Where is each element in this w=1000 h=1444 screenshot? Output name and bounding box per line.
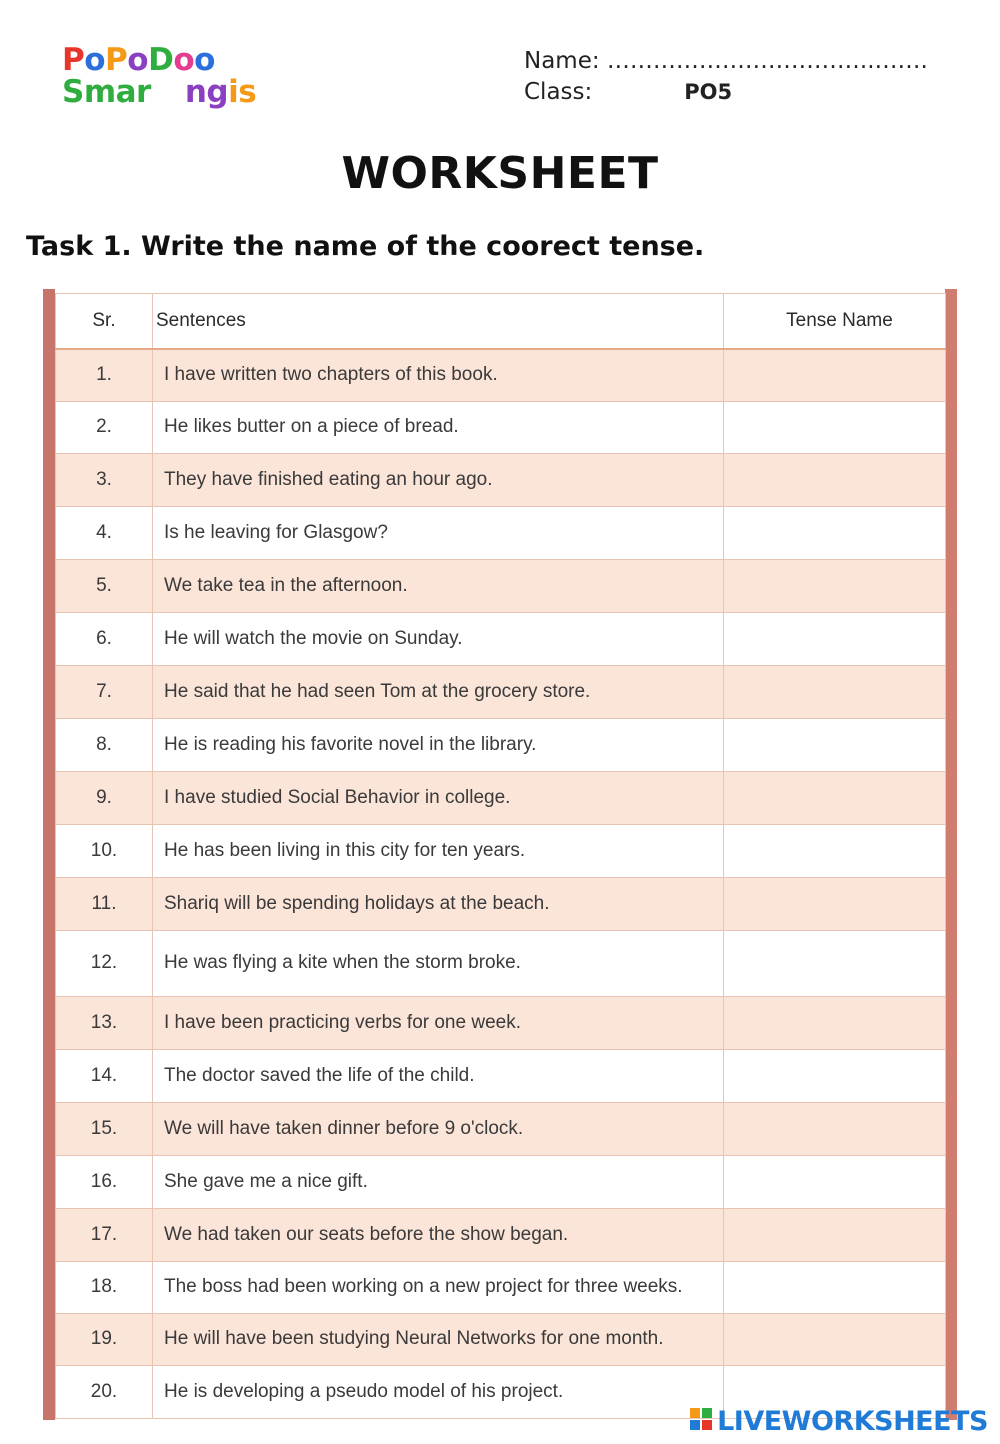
tense-answer-cell[interactable] (724, 665, 946, 718)
tense-answer-cell[interactable] (724, 1102, 946, 1155)
row-number: 11. (56, 877, 153, 930)
table-row (56, 877, 946, 930)
name-line[interactable] (524, 46, 928, 77)
tense-answer-cell[interactable] (724, 877, 946, 930)
table-row (56, 1155, 946, 1208)
logo-letter: o (173, 42, 195, 78)
row-number: 17. (56, 1208, 153, 1261)
popodoo-logo (62, 44, 256, 110)
tense-answer-cell[interactable] (724, 930, 946, 996)
table-row (56, 718, 946, 771)
tense-answer-cell[interactable] (724, 824, 946, 877)
worksheet-image (43, 289, 957, 1420)
row-number: 7. (56, 665, 153, 718)
table-row (56, 930, 946, 996)
header-sr: Sr. (56, 294, 153, 350)
row-sentence: I have been practicing verbs for one week. (153, 996, 724, 1049)
tense-answer-cell[interactable] (724, 1208, 946, 1261)
table-row (56, 771, 946, 824)
row-sentence: We will have taken dinner before 9 o'clock. (153, 1102, 724, 1155)
table-header-row (56, 294, 946, 350)
row-sentence: He was flying a kite when the storm broke. (153, 930, 724, 996)
tense-answer-cell[interactable] (724, 612, 946, 665)
logo-letter: o (84, 42, 106, 78)
row-sentence: She gave me a nice gift. (153, 1155, 724, 1208)
tense-answer-cell[interactable] (724, 1261, 946, 1313)
row-number: 16. (56, 1155, 153, 1208)
row-number: 12. (56, 930, 153, 996)
tense-answer-cell[interactable] (724, 771, 946, 824)
row-number: 3. (56, 453, 153, 506)
tense-answer-cell[interactable] (724, 1049, 946, 1102)
tense-answer-cell[interactable] (724, 453, 946, 506)
row-sentence: He is developing a pseudo model of his project. (153, 1365, 724, 1418)
row-sentence: He is reading his favorite novel in the library. (153, 718, 724, 771)
logo-word-lish: is (228, 74, 257, 110)
row-sentence: I have studied Social Behavior in college. (153, 771, 724, 824)
logo-letter: P (105, 42, 128, 78)
tense-answer-cell[interactable] (724, 349, 946, 401)
table-row (56, 349, 946, 401)
liveworksheets-logo-icon (690, 1408, 712, 1430)
row-sentence: The doctor saved the life of the child. (153, 1049, 724, 1102)
right-border-bar (945, 289, 957, 1420)
row-number: 9. (56, 771, 153, 824)
table-row (56, 453, 946, 506)
row-sentence: He will have been studying Neural Networks for one month. (153, 1313, 724, 1365)
row-number: 19. (56, 1313, 153, 1365)
row-number: 2. (56, 401, 153, 453)
row-sentence: He said that he had seen Tom at the grocery store. (153, 665, 724, 718)
row-sentence: We had taken our seats before the show began. (153, 1208, 724, 1261)
tense-answer-cell[interactable] (724, 1313, 946, 1365)
tense-answer-cell[interactable] (724, 559, 946, 612)
row-number: 6. (56, 612, 153, 665)
name-label: Name: ……………………………..……. (524, 48, 928, 74)
row-number: 13. (56, 996, 153, 1049)
table-row (56, 1049, 946, 1102)
student-info (524, 46, 928, 108)
task-instruction: Task 1. Write the name of the coorect tense. (26, 231, 705, 262)
tense-answer-cell[interactable] (724, 718, 946, 771)
logo-word-eng: ng (184, 74, 229, 110)
row-sentence: He will watch the movie on Sunday. (153, 612, 724, 665)
table-row (56, 1102, 946, 1155)
row-number: 20. (56, 1365, 153, 1418)
row-sentence: He has been living in this city for ten years. (153, 824, 724, 877)
row-number: 4. (56, 506, 153, 559)
tense-answer-cell[interactable] (724, 1155, 946, 1208)
table-row (56, 506, 946, 559)
row-number: 18. (56, 1261, 153, 1313)
table-row (56, 996, 946, 1049)
row-sentence: They have finished eating an hour ago. (153, 453, 724, 506)
table-row (56, 559, 946, 612)
header-sentences: Sentences (153, 294, 724, 350)
row-number: 15. (56, 1102, 153, 1155)
row-sentence: We take tea in the afternoon. (153, 559, 724, 612)
tense-table (55, 293, 946, 1419)
left-border-bar (43, 289, 55, 1420)
table-row (56, 1261, 946, 1313)
logo-line-2 (62, 76, 256, 110)
row-sentence: I have written two chapters of this book. (153, 349, 724, 401)
logo-letter: D (148, 42, 174, 78)
tense-answer-cell[interactable] (724, 996, 946, 1049)
class-line (524, 77, 928, 108)
liveworksheets-brand: LIVEWORKSHEETS (717, 1406, 988, 1437)
class-value: PO5 (684, 80, 733, 104)
row-sentence: He likes butter on a piece of bread. (153, 401, 724, 453)
tense-answer-cell[interactable] (724, 506, 946, 559)
row-number: 8. (56, 718, 153, 771)
row-number: 5. (56, 559, 153, 612)
row-number: 10. (56, 824, 153, 877)
row-number: 14. (56, 1049, 153, 1102)
tense-answer-cell[interactable] (724, 401, 946, 453)
row-sentence: Shariq will be spending holidays at the beach. (153, 877, 724, 930)
logo-line-1 (62, 44, 256, 76)
header-tense-name: Tense Name (724, 294, 946, 350)
logo-letter: P (62, 42, 85, 78)
row-sentence: Is he leaving for Glasgow? (153, 506, 724, 559)
table-row (56, 1313, 946, 1365)
liveworksheets-footer (690, 1406, 988, 1436)
row-number: 1. (56, 349, 153, 401)
table-row (56, 665, 946, 718)
page-title: WORKSHEET (341, 148, 659, 199)
table-row (56, 401, 946, 453)
class-label: Class: (524, 79, 593, 105)
table-row (56, 824, 946, 877)
table-row (56, 1208, 946, 1261)
table-row (56, 612, 946, 665)
logo-letter: o (127, 42, 149, 78)
logo-word-smart: Smar (62, 74, 151, 110)
row-sentence: The boss had been working on a new project for three weeks. (153, 1261, 724, 1313)
logo-letter: o (194, 42, 215, 78)
